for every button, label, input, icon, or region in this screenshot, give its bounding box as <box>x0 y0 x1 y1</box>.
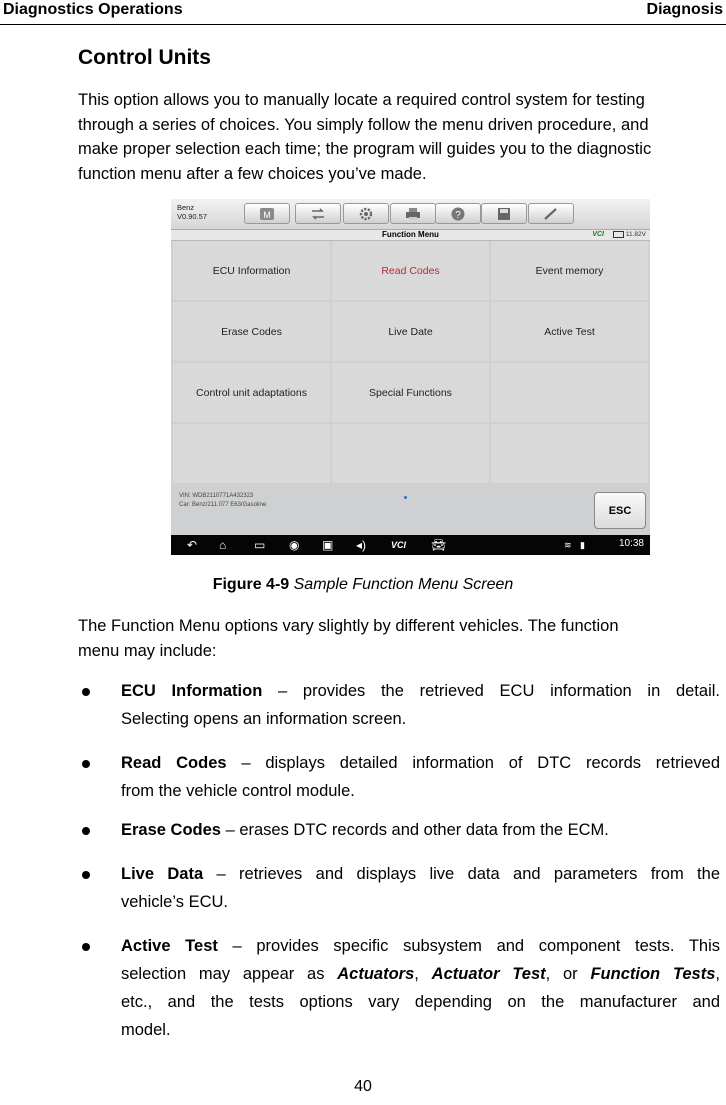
bullet-term: Erase Codes <box>121 821 221 839</box>
bullet-emphasis: Actuator Test <box>431 965 546 983</box>
bullet-line: from the vehicle control module. <box>121 782 355 800</box>
volume-icon[interactable]: ◂) <box>356 538 367 552</box>
intro-line: function menu after a few choices you’ve made. <box>78 164 427 183</box>
bullet-dot <box>82 688 90 696</box>
menu-cell-read-codes[interactable]: Read Codes <box>332 241 489 300</box>
bullet-term: Live Data <box>121 865 204 883</box>
bullet-emphasis: Function Tests <box>590 965 716 983</box>
esc-button[interactable]: ESC <box>594 492 646 529</box>
intro-line: make proper selection each time; the program will guides you to the diagnostic <box>78 140 652 158</box>
battery-icon <box>613 231 624 238</box>
car-text: Car: Benz/211.077 E63/Gasoline <box>179 502 267 508</box>
section-title: Control Units <box>78 46 211 69</box>
bullet-desc: – displays detailed information of DTC records retrieved <box>241 754 721 772</box>
figure-label: Figure 4-9 <box>212 576 290 593</box>
bullet-desc: selection may appear as <box>121 965 325 983</box>
bullet-term: Read Codes <box>121 754 227 772</box>
wifi-icon: ≋ <box>564 540 572 550</box>
voltage-text: 11.82V <box>625 231 646 238</box>
camera-icon[interactable]: ▣ <box>322 538 334 552</box>
recent-apps-icon[interactable]: ▭ <box>254 538 266 552</box>
edit-icon[interactable] <box>528 203 574 224</box>
figure-caption <box>0 576 726 594</box>
battery-voltage <box>613 230 646 240</box>
menu-cell-control-unit-adaptations[interactable]: Control unit adaptations <box>173 363 330 422</box>
vehicle-swap-icon[interactable] <box>295 203 341 224</box>
bullet-line <box>121 677 720 705</box>
header-chapter-name: Diagnosis <box>646 1 723 18</box>
bullet-desc: – provides the retrieved ECU information in detail. <box>278 682 720 700</box>
bullet-text <box>121 749 720 805</box>
bullet-line <box>121 860 720 888</box>
bullet-term: Active Test <box>121 937 218 955</box>
version-text: V0.90.57 <box>177 212 208 221</box>
menu-cell-empty <box>491 363 648 422</box>
bullet-line <box>121 932 720 960</box>
browser-icon[interactable]: ◉ <box>289 538 300 552</box>
bullet-separator: , or <box>545 965 578 983</box>
page-header <box>0 0 726 25</box>
bullet-line <box>121 816 720 844</box>
device-toolbar <box>171 199 650 230</box>
clock: 10:38 <box>618 538 644 549</box>
vehicle-info <box>179 492 266 510</box>
home-icon[interactable] <box>244 203 290 224</box>
paragraph-line: menu may include: <box>78 642 217 660</box>
function-menu-paragraph <box>78 614 720 664</box>
intro-line: This option allows you to manually locate a required control system for testing <box>78 91 645 109</box>
print-icon[interactable] <box>390 203 436 224</box>
intro-paragraph <box>78 88 720 186</box>
bullet-dot <box>82 943 90 951</box>
menu-cell-active-test[interactable]: Active Test <box>491 302 648 361</box>
bullet-text <box>121 932 720 1044</box>
bullet-emphasis: Actuators <box>337 965 415 983</box>
bullet-text <box>121 816 720 844</box>
bullet-text <box>121 860 720 916</box>
menu-cell-live-data[interactable]: Live Date <box>332 302 489 361</box>
intro-line: through a series of choices. You simply follow the menu driven procedure, and <box>78 115 649 134</box>
vehicle-brand-label <box>177 203 207 221</box>
figure-title: Sample Function Menu Screen <box>293 576 514 593</box>
menu-cell-empty <box>491 424 648 483</box>
save-icon[interactable] <box>481 203 527 224</box>
menu-cell-empty <box>332 424 489 483</box>
menu-cell-empty <box>173 424 330 483</box>
vin-text: VIN: WDB2110771A432323 <box>179 493 254 499</box>
bullet-line <box>121 960 720 988</box>
page-number: 40 <box>354 1078 372 1095</box>
bullet-dot <box>82 827 90 835</box>
menu-cell-special-functions[interactable]: Special Functions <box>332 363 489 422</box>
car-icon[interactable]: 🚘︎ <box>431 538 447 552</box>
function-menu-title: Function Menu <box>382 230 439 239</box>
brand-text: Benz <box>177 203 195 212</box>
function-menu-bar <box>171 230 650 241</box>
vci-status: VCI <box>592 231 604 238</box>
bullet-separator: , <box>715 965 720 983</box>
bullet-dot <box>82 871 90 879</box>
bullet-line: etc., and the tests options vary depending on the manufacturer and <box>121 993 720 1011</box>
bullet-text <box>121 677 720 733</box>
bullet-desc: – retrieves and displays live data and parameters from the <box>216 865 720 883</box>
back-icon[interactable]: ↶ <box>187 538 198 552</box>
vci-nav-icon[interactable]: VCI <box>391 540 407 550</box>
bullet-line <box>121 749 720 777</box>
help-icon[interactable] <box>435 203 481 224</box>
menu-cell-event-memory[interactable]: Event memory <box>491 241 648 300</box>
bullet-term: ECU Information <box>121 682 263 700</box>
menu-cell-erase-codes[interactable]: Erase Codes <box>173 302 330 361</box>
header-section-name: Diagnostics Operations <box>3 1 183 18</box>
svg-text:?: ? <box>455 209 461 221</box>
bullet-line: vehicle’s ECU. <box>121 893 228 911</box>
function-menu-screenshot <box>171 199 650 555</box>
bullet-desc: – provides specific subsystem and component tests. This <box>232 937 721 955</box>
bullet-line: Selecting opens an information screen. <box>121 710 407 728</box>
svg-text:M: M <box>263 209 271 220</box>
settings-icon[interactable] <box>343 203 389 224</box>
page-indicator-dot <box>404 496 407 499</box>
paragraph-line: The Function Menu options vary slightly by different vehicles. The function <box>78 617 619 635</box>
bullet-dot <box>82 760 90 768</box>
bullet-desc: – erases DTC records and other data from the ECM. <box>225 821 609 839</box>
battery-status-icon: ▮ <box>580 540 585 550</box>
home-nav-icon[interactable]: ⌂ <box>219 538 227 552</box>
bullet-line: model. <box>121 1021 171 1039</box>
android-nav-bar <box>171 535 650 555</box>
menu-cell-ecu-information[interactable]: ECU Information <box>173 241 330 300</box>
bullet-separator: , <box>414 965 419 983</box>
